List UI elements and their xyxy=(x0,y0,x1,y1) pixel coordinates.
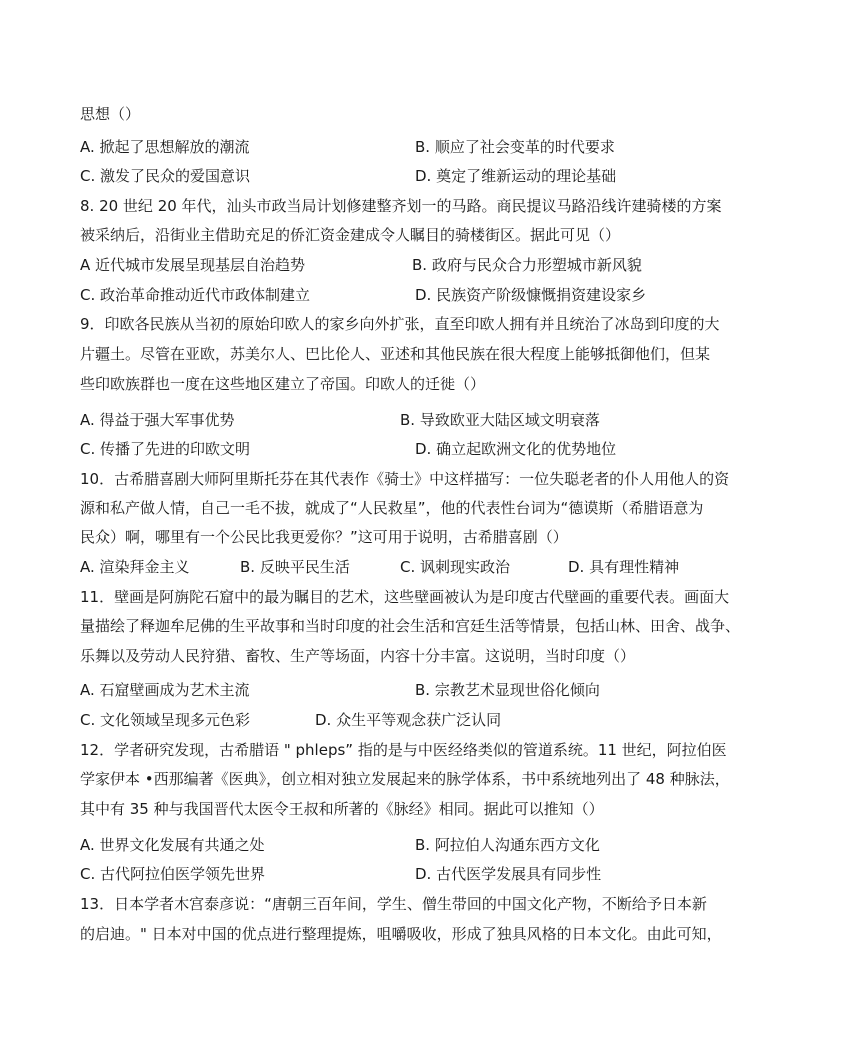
q9-option-a: A. 得益于强大军事优势 xyxy=(80,411,235,429)
q11-option-b: B. 宗教艺术显现世俗化倾向 xyxy=(415,681,600,699)
q7-option-d: D. 奠定了维新运动的理论基础 xyxy=(415,167,617,185)
q9-stem-line: 片疆土。尽管在亚欧，苏美尔人、巴比伦人、亚述和其他民族在很大程度上能够抵御他们，但某 xyxy=(80,345,711,363)
q7-option-b: B. 顺应了社会变革的时代要求 xyxy=(415,138,615,156)
q10-option-d: D. 具有理性精神 xyxy=(568,558,680,576)
q8-option-d: D. 民族资产阶级慷慨捐资建设家乡 xyxy=(415,286,647,304)
q12-option-d: D. 古代医学发展具有同步性 xyxy=(415,865,602,883)
q9-option-b: B. 导致欧亚大陆区域文明衰落 xyxy=(400,411,600,429)
q10-stem-line: 源和私产做人情，自己一毛不拔，就成了“人民救星”，他的代表性台词为“德谟斯（希腊语意为 xyxy=(80,499,704,517)
q10-option-c: C. 讽刺现实政治 xyxy=(400,558,511,576)
q11-stem-line: 乐舞以及劳动人民狩猎、畜牧、生产等场面，内容十分丰富。这说明，当时印度（） xyxy=(80,647,636,665)
q11-option-d: D. 众生平等观念获广泛认同 xyxy=(315,711,502,729)
q8-option-c: C. 政治革命推动近代市政体制建立 xyxy=(80,286,311,304)
q12-option-c: C. 古代阿拉伯医学领先世界 xyxy=(80,865,266,883)
q13-stem-line: 的启迪。" 日本对中国的优点进行整理提炼，咀嚼吸收，形成了独具风格的日本文化。由此可知， xyxy=(80,925,722,943)
q10-stem-line: 民众）啊，哪里有一个公民比我更爱你？”这可用于说明，古希腊喜剧（） xyxy=(80,528,568,546)
q10-stem-line: 10．古希腊喜剧大师阿里斯托芬在其代表作《骑士》中这样描写：一位失聪老者的仆人用他人的资 xyxy=(80,470,730,488)
q9-stem-line: 些印欧族群也一度在这些地区建立了帝国。印欧人的迁徙（） xyxy=(80,375,486,393)
q9-option-c: C. 传播了先进的印欧文明 xyxy=(80,440,251,458)
q8-stem-line: 被采纳后，沿街业主借助充足的侨汇资金建成令人瞩目的骑楼街区。据此可见（） xyxy=(80,226,621,244)
q10-option-b: B. 反映平民生活 xyxy=(240,558,350,576)
q7-option-a: A. 掀起了思想解放的潮流 xyxy=(80,138,250,156)
q11-stem-line: 量描绘了释迦牟尼佛的生平故事和当时印度的社会生活和宫廷生活等情景，包括山林、田舍、战争、 xyxy=(80,617,741,635)
q7-stem-line: 思想（） xyxy=(80,105,141,123)
q12-option-a: A. 世界文化发展有共通之处 xyxy=(80,836,265,854)
q11-option-c: C. 文化领域呈现多元色彩 xyxy=(80,711,251,729)
q9-stem-line: 9．印欧各民族从当初的原始印欧人的家乡向外扩张，直至印欧人拥有并且统治了冰岛到印度的大 xyxy=(80,315,720,333)
q10-option-a: A. 渲染拜金主义 xyxy=(80,558,190,576)
q7-option-c: C. 激发了民众的爱国意识 xyxy=(80,167,251,185)
q11-option-a: A. 石窟壁画成为艺术主流 xyxy=(80,681,250,699)
q13-stem-line: 13．日本学者木宫泰彦说：“唐朝三百年间，学生、僧生带回的中国文化产物，不断给予日本新 xyxy=(80,895,707,913)
q12-stem-line: 12．学者研究发现，古希腊语 " phleps” 指的是与中医经络类似的管道系统。11 世纪，阿拉伯医 xyxy=(80,741,727,759)
q8-option-b: B. 政府与民众合力形塑城市新风貌 xyxy=(412,256,642,274)
q12-option-b: B. 阿拉伯人沟通东西方文化 xyxy=(415,836,600,854)
q12-stem-line: 其中有 35 种与我国晋代太医令王叔和所著的《脉经》相同。据此可以推知（） xyxy=(80,800,604,818)
q8-option-a: A 近代城市发展呈现基层自治趋势 xyxy=(80,256,306,274)
q11-stem-line: 11．壁画是阿旃陀石窟中的最为瞩目的艺术，这些壁画被认为是印度古代壁画的重要代表。画面大 xyxy=(80,588,730,606)
q9-option-d: D. 确立起欧洲文化的优势地位 xyxy=(415,440,617,458)
q8-stem-line: 8. 20 世纪 20 年代，汕头市政当局计划修建整齐划一的马路。商民提议马路沿线许建骑楼的方案 xyxy=(80,197,722,215)
q12-stem-line: 学家伊本 •西那编著《医典》，创立相对独立发展起来的脉学体系，书中系统地列出了 48 种脉法， xyxy=(80,770,730,788)
